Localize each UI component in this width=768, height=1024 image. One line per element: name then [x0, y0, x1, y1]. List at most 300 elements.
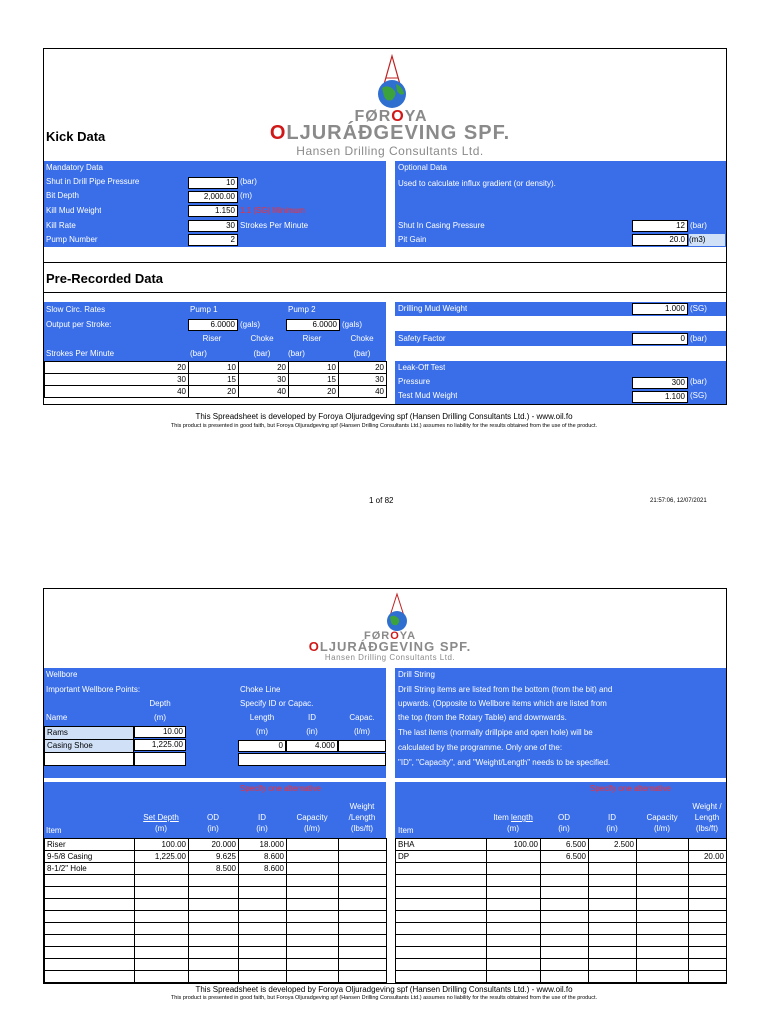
- field-unit: Strokes Per Minute: [240, 221, 309, 230]
- field-label: Safety Factor: [398, 334, 446, 343]
- item-value-cell[interactable]: [135, 971, 189, 983]
- field-unit: (SG): [690, 304, 707, 313]
- table-row: [45, 911, 387, 923]
- item-value-cell[interactable]: [637, 899, 689, 911]
- item-value-cell[interactable]: [589, 959, 637, 971]
- item-name-cell[interactable]: [396, 947, 487, 959]
- kill-mud-weight-input[interactable]: 1.150: [188, 205, 238, 217]
- item-value-cell[interactable]: 2.500: [589, 839, 637, 851]
- col-header: OD (in): [558, 813, 570, 833]
- col-header: ID (in): [256, 813, 268, 833]
- item-value-cell[interactable]: [541, 887, 589, 899]
- item-name-cell[interactable]: [396, 875, 487, 887]
- item-value-cell[interactable]: 8.600: [239, 863, 287, 875]
- pump2-choke-cell[interactable]: 40: [339, 386, 387, 398]
- item-value-cell[interactable]: [637, 839, 689, 851]
- item-value-cell[interactable]: [589, 863, 637, 875]
- spm-cell[interactable]: 30: [45, 374, 189, 386]
- drilling-mud-weight-input[interactable]: 1.000: [632, 303, 688, 315]
- logo-line3: Hansen Drilling Consultants Ltd.: [324, 653, 456, 662]
- item-value-cell[interactable]: [287, 887, 339, 899]
- item-value-cell[interactable]: [135, 959, 189, 971]
- footer-credit: This Spreadsheet is developed by Foroya Oljuradgeving spf (Hansen Drilling Consultants Ltd.) - www.oil.fo: [195, 985, 573, 994]
- riser-header: Riser: [302, 334, 322, 343]
- item-value-cell[interactable]: [541, 911, 589, 923]
- item-value-cell[interactable]: 9.625: [189, 851, 239, 863]
- pump1-output-input[interactable]: 6.0000: [188, 319, 238, 331]
- item-value-cell[interactable]: [589, 911, 637, 923]
- col-header: Capacity (l/m): [646, 813, 678, 833]
- col-header: Item length (m): [493, 813, 533, 833]
- item-value-cell[interactable]: [689, 923, 727, 935]
- table-row: [396, 875, 727, 887]
- item-name-cell[interactable]: BHA: [396, 839, 487, 851]
- item-value-cell[interactable]: [589, 935, 637, 947]
- item-value-cell[interactable]: [239, 923, 287, 935]
- item-value-cell[interactable]: [689, 887, 727, 899]
- item-value-cell[interactable]: [541, 875, 589, 887]
- safety-factor-input[interactable]: 0: [632, 333, 688, 345]
- item-value-cell[interactable]: [487, 851, 541, 863]
- table-row: [396, 959, 727, 971]
- field-label: Pit Gain: [398, 235, 427, 244]
- item-value-cell[interactable]: [689, 863, 727, 875]
- item-name-cell[interactable]: [396, 935, 487, 947]
- item-value-cell[interactable]: [135, 875, 189, 887]
- spm-label: Strokes Per Minute: [46, 349, 115, 358]
- pump-number-input[interactable]: 2: [188, 234, 238, 246]
- item-value-cell[interactable]: [589, 851, 637, 863]
- item-value-cell[interactable]: 20.00: [689, 851, 727, 863]
- item-value-cell[interactable]: [487, 971, 541, 983]
- item-value-cell[interactable]: [339, 923, 387, 935]
- field-label: Shut in Drill Pipe Pressure: [46, 177, 140, 186]
- item-name-cell[interactable]: [45, 911, 135, 923]
- item-value-cell[interactable]: [541, 863, 589, 875]
- item-name-cell[interactable]: [45, 935, 135, 947]
- bar-unit: (bar): [288, 349, 305, 358]
- logo-line1: FØROYA: [363, 630, 417, 642]
- item-value-cell[interactable]: [287, 863, 339, 875]
- item-value-cell[interactable]: [541, 971, 589, 983]
- item-value-cell[interactable]: [239, 971, 287, 983]
- item-value-cell[interactable]: 8.500: [189, 863, 239, 875]
- slow-circ-label: Slow Circ. Rates: [46, 305, 106, 314]
- lot-pressure-input[interactable]: 300: [632, 377, 688, 389]
- pump2-riser-cell[interactable]: 15: [289, 374, 339, 386]
- wellbore-point-depth[interactable]: 10.00: [134, 726, 186, 738]
- item-value-cell[interactable]: [689, 911, 727, 923]
- table-row: [396, 839, 727, 851]
- wellbore-point-empty[interactable]: [44, 752, 134, 766]
- id-header: ID: [308, 713, 316, 722]
- item-name-cell[interactable]: [45, 959, 135, 971]
- pump1-riser-cell[interactable]: 15: [189, 374, 239, 386]
- item-value-cell[interactable]: [637, 875, 689, 887]
- item-value-cell[interactable]: [287, 911, 339, 923]
- divider: [44, 292, 727, 293]
- item-value-cell[interactable]: 1,225.00: [135, 851, 189, 863]
- item-value-cell[interactable]: [541, 947, 589, 959]
- table-row: [396, 899, 727, 911]
- item-value-cell[interactable]: [487, 947, 541, 959]
- table-row: [45, 887, 387, 899]
- item-value-cell[interactable]: [189, 923, 239, 935]
- item-value-cell[interactable]: [135, 947, 189, 959]
- item-name-cell[interactable]: [396, 959, 487, 971]
- item-value-cell[interactable]: 100.00: [487, 839, 541, 851]
- pit-gain-unit: (m3): [689, 234, 725, 246]
- logo-line2: OLJURÁÐGEVING SPF.: [269, 122, 511, 144]
- field-unit: (bar): [690, 221, 707, 230]
- logo-line1: FØROYA: [354, 108, 428, 125]
- table-row: [45, 923, 387, 935]
- item-value-cell[interactable]: [487, 935, 541, 947]
- item-value-cell[interactable]: [637, 863, 689, 875]
- table-row: [45, 971, 387, 983]
- item-value-cell[interactable]: [189, 887, 239, 899]
- wellbore-items-table: [44, 838, 387, 983]
- item-value-cell[interactable]: [339, 959, 387, 971]
- item-value-cell[interactable]: [637, 923, 689, 935]
- logo-line2: OLJURÁÐGEVING SPF.: [308, 639, 472, 654]
- item-name-cell[interactable]: [396, 971, 487, 983]
- item-value-cell[interactable]: [239, 911, 287, 923]
- choke-id-input[interactable]: 4.000: [286, 740, 338, 752]
- gals-unit: (gals): [240, 320, 261, 329]
- col-header: Weight / Length (lbs/ft): [692, 802, 722, 833]
- drill-string-text: The last items (normally drillpipe and open hole) will be: [398, 728, 593, 737]
- wellbore-point-name[interactable]: Casing Shoe: [44, 739, 134, 753]
- item-name-cell[interactable]: DP: [396, 851, 487, 863]
- pit-gain-input[interactable]: 20.0: [632, 234, 688, 246]
- item-value-cell[interactable]: [339, 899, 387, 911]
- item-value-cell[interactable]: [239, 899, 287, 911]
- wellbore-gap: [238, 753, 386, 766]
- item-value-cell[interactable]: [239, 875, 287, 887]
- specify-alt-label: Specify one alternative: [240, 784, 321, 793]
- item-value-cell[interactable]: [339, 863, 387, 875]
- item-value-cell[interactable]: [287, 839, 339, 851]
- col-header: OD (in): [207, 813, 219, 833]
- item-value-cell[interactable]: [487, 887, 541, 899]
- drill-string-text: "ID", "Capacity", and "Weight/Length" needs to be specified.: [398, 758, 611, 767]
- choke-header: Choke: [250, 334, 274, 343]
- item-value-cell[interactable]: [541, 899, 589, 911]
- name-header: Name: [46, 713, 68, 722]
- item-value-cell[interactable]: [589, 971, 637, 983]
- riser-header: Riser: [202, 334, 222, 343]
- table-row: [396, 971, 727, 983]
- item-value-cell[interactable]: [339, 839, 387, 851]
- item-value-cell[interactable]: [239, 959, 287, 971]
- item-value-cell[interactable]: [189, 959, 239, 971]
- mandatory-header: Mandatory Data: [46, 163, 103, 172]
- field-unit: (bar): [240, 177, 257, 186]
- item-name-cell[interactable]: [45, 887, 135, 899]
- item-value-cell[interactable]: [487, 959, 541, 971]
- table-row: [396, 935, 727, 947]
- item-value-cell[interactable]: [135, 911, 189, 923]
- pump1-header: Pump 1: [190, 305, 218, 314]
- length-header: Length: [249, 713, 275, 722]
- in-unit: (in): [306, 727, 318, 736]
- slow-circ-table: [44, 361, 387, 398]
- item-value-cell[interactable]: [135, 899, 189, 911]
- item-name-cell[interactable]: 8-1/2" Hole: [45, 863, 135, 875]
- specify-alt-label: Specify one alternative: [590, 784, 671, 793]
- capac-header: Capac.: [349, 713, 375, 722]
- m-unit: (m): [256, 727, 268, 736]
- drill-string-text: upwards. (Opposite to Wellbore items which are listed from: [398, 699, 607, 708]
- choke-capacity-input[interactable]: [338, 740, 386, 752]
- item-value-cell[interactable]: [287, 875, 339, 887]
- item-name-cell[interactable]: [45, 971, 135, 983]
- col-header: Capacity (l/m): [296, 813, 328, 833]
- table-row: [45, 362, 387, 374]
- bar-unit: (bar): [353, 349, 371, 358]
- item-value-cell[interactable]: [487, 875, 541, 887]
- kill-mud-weight-warning: 1.1 (SG) Minimum: [240, 206, 305, 215]
- drill-string-items-table: [395, 838, 727, 983]
- drill-string-text: calculated by the programme. Only one of the:: [398, 743, 563, 752]
- item-value-cell[interactable]: [541, 923, 589, 935]
- item-value-cell[interactable]: [339, 971, 387, 983]
- table-row: [396, 947, 727, 959]
- item-name-cell[interactable]: [396, 923, 487, 935]
- important-points-label: Important Wellbore Points:: [46, 685, 141, 694]
- item-value-cell[interactable]: [589, 923, 637, 935]
- item-name-cell[interactable]: [45, 947, 135, 959]
- item-value-cell[interactable]: [189, 911, 239, 923]
- item-name-cell[interactable]: 9-5/8 Casing: [45, 851, 135, 863]
- item-value-cell[interactable]: 6.500: [541, 839, 589, 851]
- item-value-cell[interactable]: [239, 947, 287, 959]
- pump1-riser-cell[interactable]: 10: [189, 362, 239, 374]
- item-value-cell[interactable]: [589, 875, 637, 887]
- pump2-choke-cell[interactable]: 20: [339, 362, 387, 374]
- field-label: Drilling Mud Weight: [398, 304, 468, 313]
- table-row: [396, 887, 727, 899]
- table-row: [45, 386, 387, 398]
- field-unit: (m): [240, 191, 252, 200]
- item-value-cell[interactable]: [637, 947, 689, 959]
- item-value-cell[interactable]: [189, 899, 239, 911]
- item-value-cell[interactable]: [287, 899, 339, 911]
- item-value-cell[interactable]: [135, 935, 189, 947]
- spm-cell[interactable]: 40: [45, 386, 189, 398]
- item-value-cell[interactable]: [339, 911, 387, 923]
- footer-disclaimer: This product is presented in good faith, but Foroya Oljuradgeving spf (Hansen Drilling Consultants Ltd.) assumes no liability for the results obtained from the use of the product.: [170, 995, 598, 1001]
- footer-credit: This Spreadsheet is developed by Foroya Oljuradgeving spf (Hansen Drilling Consultants Ltd.) - www.oil.fo: [195, 412, 573, 421]
- pump1-riser-cell[interactable]: 20: [189, 386, 239, 398]
- item-value-cell[interactable]: [589, 899, 637, 911]
- item-value-cell[interactable]: [637, 851, 689, 863]
- optional-desc: Used to calculate influx gradient (or density).: [398, 179, 556, 188]
- optional-header: Optional Data: [398, 163, 447, 172]
- item-value-cell[interactable]: 100.00: [135, 839, 189, 851]
- drill-string-text: the top (from the Rotary Table) and downwards.: [398, 713, 567, 722]
- bar-unit: (bar): [190, 349, 207, 358]
- item-value-cell[interactable]: [637, 911, 689, 923]
- table-row: [396, 911, 727, 923]
- table-row: [45, 839, 387, 851]
- item-name-cell[interactable]: [45, 899, 135, 911]
- lm-unit: (l/m): [354, 727, 370, 736]
- field-label: Kill Rate: [46, 221, 76, 230]
- wellbore-point-empty[interactable]: [134, 752, 186, 766]
- table-row: [396, 863, 727, 875]
- item-value-cell[interactable]: [189, 971, 239, 983]
- item-value-cell[interactable]: [541, 935, 589, 947]
- item-value-cell[interactable]: [589, 887, 637, 899]
- globe-derrick-logo-icon: [382, 592, 412, 632]
- item-value-cell[interactable]: [239, 887, 287, 899]
- field-unit: (SG): [690, 391, 707, 400]
- item-value-cell[interactable]: [189, 935, 239, 947]
- item-value-cell[interactable]: [689, 947, 727, 959]
- item-value-cell[interactable]: [135, 887, 189, 899]
- page-title: Kick Data: [46, 129, 106, 144]
- section-title: Pre-Recorded Data: [46, 271, 164, 286]
- item-name-cell[interactable]: [396, 911, 487, 923]
- drill-string-text: Drill String items are listed from the bottom (from the bit) and: [398, 685, 613, 694]
- item-value-cell[interactable]: [339, 887, 387, 899]
- kill-rate-input[interactable]: 30: [188, 220, 238, 232]
- table-row: [45, 959, 387, 971]
- item-value-cell[interactable]: [287, 959, 339, 971]
- page-number: 1 of 82: [369, 496, 394, 505]
- item-value-cell[interactable]: [689, 899, 727, 911]
- spm-cell[interactable]: 20: [45, 362, 189, 374]
- wellbore-point-depth[interactable]: 1,225.00: [134, 739, 186, 751]
- col-header: ID (in): [606, 813, 618, 833]
- wellbore-header: Wellbore: [46, 670, 78, 679]
- table-row: [45, 374, 387, 386]
- table-row: [45, 935, 387, 947]
- item-value-cell[interactable]: [287, 971, 339, 983]
- item-value-cell[interactable]: [339, 935, 387, 947]
- lot-mud-weight-input[interactable]: 1.100: [632, 391, 688, 403]
- pump1-choke-cell[interactable]: 30: [239, 374, 289, 386]
- item-value-cell[interactable]: [287, 851, 339, 863]
- gals-unit: (gals): [342, 320, 363, 329]
- item-value-cell[interactable]: [287, 923, 339, 935]
- item-value-cell[interactable]: [339, 875, 387, 887]
- output-per-stroke-label: Output per Stroke:: [46, 320, 112, 329]
- bit-depth-input[interactable]: 2,000.00: [188, 191, 238, 203]
- item-value-cell[interactable]: [637, 971, 689, 983]
- item-value-cell[interactable]: [689, 959, 727, 971]
- depth-header: Depth: [149, 699, 171, 708]
- table-row: [45, 875, 387, 887]
- item-name-cell[interactable]: [396, 899, 487, 911]
- item-name-cell[interactable]: [45, 923, 135, 935]
- item-name-cell[interactable]: [396, 863, 487, 875]
- table-row: [396, 923, 727, 935]
- item-value-cell[interactable]: [689, 971, 727, 983]
- item-name-cell[interactable]: [396, 887, 487, 899]
- pump2-riser-cell[interactable]: 20: [289, 386, 339, 398]
- item-value-cell[interactable]: [487, 899, 541, 911]
- table-row: [45, 947, 387, 959]
- field-label: Pump Number: [46, 235, 98, 244]
- choke-length-input[interactable]: 0: [238, 740, 286, 752]
- item-value-cell[interactable]: 8.600: [239, 851, 287, 863]
- timestamp: 21:57:06, 12/07/2021: [650, 498, 707, 504]
- col-header: Weight /Length (lbs/ft): [348, 802, 376, 833]
- item-value-cell[interactable]: [189, 947, 239, 959]
- item-value-cell[interactable]: [487, 923, 541, 935]
- item-value-cell[interactable]: [239, 935, 287, 947]
- pump2-output-input[interactable]: 6.0000: [286, 319, 340, 331]
- field-unit: (bar): [690, 334, 707, 343]
- sidpp-input[interactable]: 10: [188, 177, 238, 189]
- item-value-cell[interactable]: [541, 959, 589, 971]
- item-value-cell[interactable]: [637, 935, 689, 947]
- item-value-cell[interactable]: [287, 947, 339, 959]
- item-value-cell[interactable]: [487, 911, 541, 923]
- wellbore-point-name[interactable]: Rams: [44, 726, 134, 740]
- item-value-cell[interactable]: [637, 887, 689, 899]
- item-value-cell[interactable]: [135, 863, 189, 875]
- item-header: Item: [398, 826, 414, 835]
- pump2-header: Pump 2: [288, 305, 316, 314]
- table-row: [45, 899, 387, 911]
- field-label: Bit Depth: [46, 191, 79, 200]
- pump1-choke-cell[interactable]: 40: [239, 386, 289, 398]
- field-unit: (bar): [690, 377, 707, 386]
- item-name-cell[interactable]: Riser: [45, 839, 135, 851]
- bar-unit: (bar): [253, 349, 271, 358]
- drill-string-header: Drill String: [398, 670, 435, 679]
- specify-label: Specify ID or Capac.: [240, 699, 314, 708]
- field-label: Pressure: [398, 377, 431, 386]
- item-value-cell[interactable]: 6.500: [541, 851, 589, 863]
- m-unit: (m): [154, 713, 166, 722]
- pump2-riser-cell[interactable]: 10: [289, 362, 339, 374]
- table-row: [45, 863, 387, 875]
- item-value-cell[interactable]: [689, 935, 727, 947]
- item-value-cell[interactable]: [339, 947, 387, 959]
- item-name-cell[interactable]: [45, 875, 135, 887]
- item-value-cell[interactable]: [689, 875, 727, 887]
- item-value-cell[interactable]: [589, 947, 637, 959]
- pump2-choke-cell[interactable]: 30: [339, 374, 387, 386]
- item-value-cell[interactable]: [339, 851, 387, 863]
- item-value-cell[interactable]: [135, 923, 189, 935]
- item-value-cell[interactable]: [189, 875, 239, 887]
- item-value-cell[interactable]: 18.000: [239, 839, 287, 851]
- footer-disclaimer: This product is presented in good faith, but Foroya Oljuradgeving spf (Hansen Drilling Consultants Ltd.) assumes no liability for the results obtained from the use of the product.: [170, 423, 598, 429]
- divider: [44, 262, 727, 263]
- choke-header: Choke: [350, 334, 374, 343]
- pump1-choke-cell[interactable]: 20: [239, 362, 289, 374]
- item-value-cell[interactable]: [637, 959, 689, 971]
- sicp-input[interactable]: 12: [632, 220, 688, 232]
- table-row: [396, 851, 727, 863]
- item-value-cell[interactable]: [287, 935, 339, 947]
- item-header: Item: [46, 826, 62, 835]
- item-value-cell[interactable]: 20.000: [189, 839, 239, 851]
- leak-off-header: Leak-Off Test: [398, 363, 446, 372]
- field-label: Kill Mud Weight: [46, 206, 102, 215]
- logo-line3: Hansen Drilling Consultants Ltd.: [296, 144, 484, 158]
- col-header: Set Depth (m): [143, 813, 179, 833]
- item-value-cell[interactable]: [689, 839, 727, 851]
- item-value-cell[interactable]: [487, 863, 541, 875]
- choke-line-label: Choke Line: [240, 685, 281, 694]
